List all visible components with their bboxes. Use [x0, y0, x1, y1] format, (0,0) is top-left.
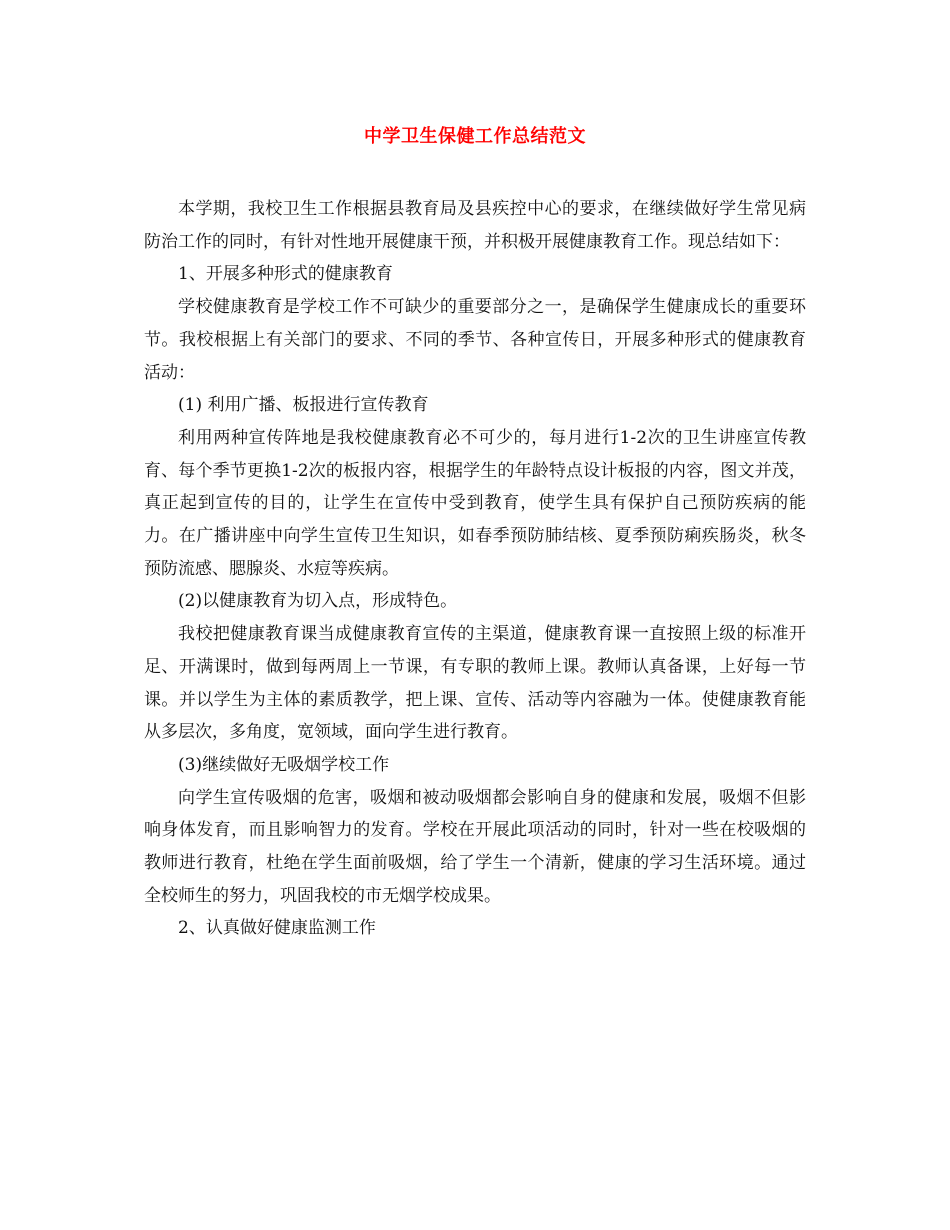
section-heading-2: 2、认真做好健康监测工作 [178, 918, 376, 939]
document-title: 中学卫生保健工作总结范文 [364, 126, 586, 147]
paragraph-broadcast-board: 利用两种宣传阵地是我校健康教育必不可少的，每月进行1-2次的卫生讲座宣传教育、每个季节更换1-2次的板报内容，根据学生的年龄特点设计板报的内容，图文并茂，真正起到宣传的目的，让学生在宣传中受到教育，使学生具有保护自己预防疾病的能力。在广播讲座中向学生宣传卫生知识，如春季预防肺结核、夏季预防痢疾肠炎，秋冬预防流感、腮腺炎、水痘等疾病。 [144, 427, 806, 579]
section-heading-1: 1、开展多种形式的健康教育 [178, 264, 393, 285]
paragraph-no-smoking: 向学生宣传吸烟的危害，吸烟和被动吸烟都会影响自身的健康和发展，吸烟不但影响身体发育，而且影响智力的发育。学校在开展此项活动的同时，针对一些在校吸烟的教师进行教育，杜绝在学生面前吸烟，给了学生一个清新，健康的学习生活环境。通过全校师生的努力，巩固我校的市无烟学校成果。 [144, 787, 806, 906]
paragraph-health-education: 学校健康教育是学校工作不可缺少的重要部分之一，是确保学生健康成长的重要环节。我校根据上有关部门的要求、不同的季节、各种宣传日，开展多种形式的健康教育活动： [144, 297, 806, 383]
paragraph-intro: 本学期，我校卫生工作根据县教育局及县疾控中心的要求，在继续做好学生常见病防治工作的同时，有针对性地开展健康干预，并积极开展健康教育工作。现总结如下： [144, 199, 806, 252]
subheading-health-feature: (2)以健康教育为切入点，形成特色。 [178, 591, 458, 612]
document-body [144, 193, 806, 945]
paragraph-health-class: 我校把健康教育课当成健康教育宣传的主渠道，健康教育课一直按照上级的标准开足、开满课时，做到每两周上一节课，有专职的教师上课。教师认真备课，上好每一节课。并以学生为主体的素质教学，把上课、宣传、活动等内容融为一体。使健康教育能从多层次，多角度，宽领域，面向学生进行教育。 [144, 624, 806, 743]
subheading-broadcast-board: (1) 利用广播、板报进行宣传教育 [178, 395, 429, 416]
subheading-no-smoking: (3)继续做好无吸烟学校工作 [178, 754, 390, 775]
